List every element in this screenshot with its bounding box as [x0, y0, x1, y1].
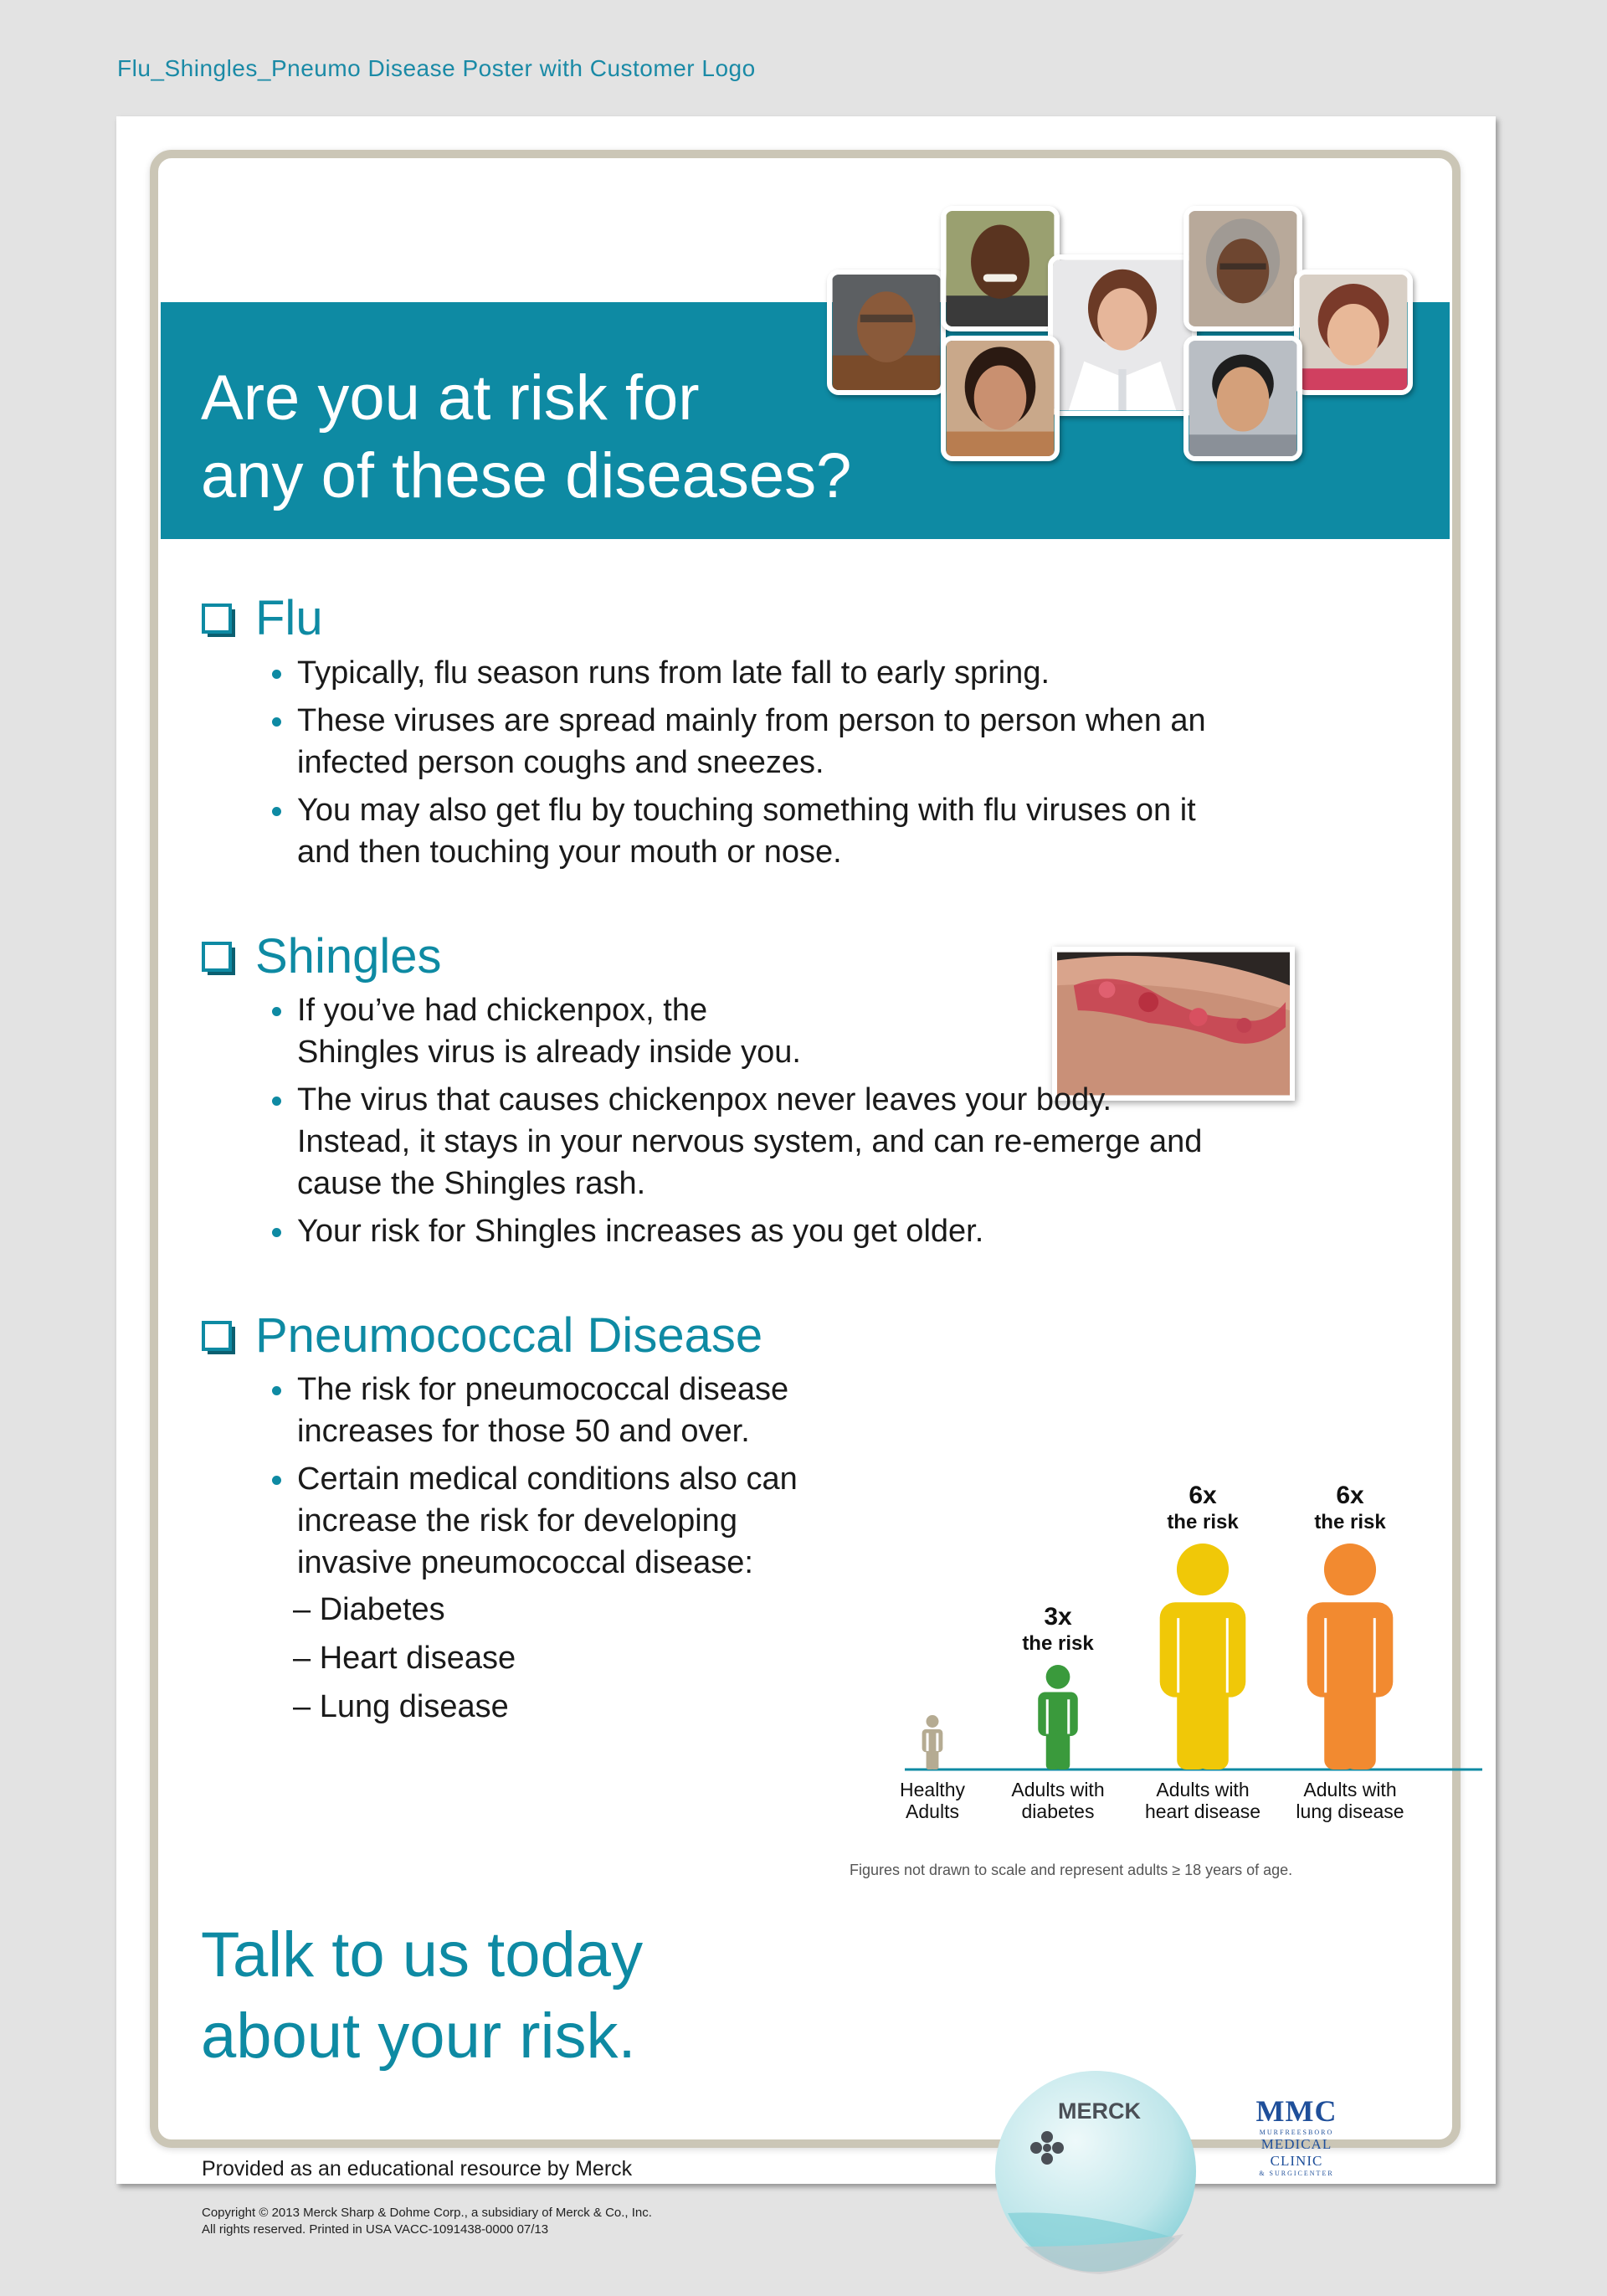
list-item: If you’ve had chickenpox, the Shingles virus is already inside you.: [267, 989, 1372, 1073]
shingles-title-text: Shingles: [255, 929, 442, 984]
merck-wordmark: MERCK: [1058, 2098, 1141, 2124]
pneumo-section-title: [202, 1307, 762, 1364]
list-item: The virus that causes chickenpox never leaves your body. Instead, it stays in your nervous system, and can re-emerge and cause the Shingles rash.: [267, 1079, 1372, 1205]
list-item: Certain medical conditions also can increase the risk for developing invasive pneumococcal disease:: [267, 1458, 845, 1584]
photo-man-laughing: [941, 206, 1060, 331]
category-label: Adults with: [1011, 1779, 1105, 1800]
cta-line1: Talk to us today: [201, 1919, 644, 1990]
flu-section-title: [202, 590, 323, 646]
person-figure-1: [922, 1715, 943, 1770]
copyright-line2: All rights reserved. Printed in USA VACC-1091438-0000 07/13: [202, 2222, 549, 2237]
category-label: Adults with: [1156, 1779, 1250, 1800]
risk-multiplier-label: 6x: [1336, 1482, 1364, 1509]
call-to-action: [201, 1914, 643, 2077]
photo-woman-gray-hair: [1183, 206, 1302, 331]
list-item: You may also get flu by touching something with flu viruses on it and then touching your mouth or nose.: [267, 789, 1389, 873]
photo-man-asian: [1183, 336, 1302, 461]
person-figure-3: [1160, 1544, 1246, 1770]
checkbox-icon[interactable]: [202, 604, 235, 637]
list-item: These viruses are spread mainly from person to person when an infected person coughs and sneezes.: [267, 700, 1389, 783]
list-item: – Lung disease: [293, 1689, 509, 1724]
photo-man-glasses-smile: [827, 270, 946, 395]
checkbox-icon[interactable]: [202, 1321, 235, 1354]
condition-list: [293, 1585, 516, 1731]
person-figure-2: [1038, 1665, 1078, 1770]
copyright-line1: Copyright © 2013 Merck Sharp & Dohme Corp., a subsidiary of Merck & Co., Inc.: [202, 2206, 652, 2220]
mmc-sub: & SURGICENTER: [1259, 2170, 1334, 2177]
provided-by-text: Provided as an educational resource by Merck: [202, 2157, 633, 2180]
shingles-section-title: [202, 928, 441, 984]
cta-line2: about your risk.: [201, 2001, 636, 2072]
poster-sheet: [116, 116, 1496, 2237]
risk-multiplier-label: 3x: [1044, 1603, 1072, 1631]
banner-title-line2: any of these diseases?: [201, 440, 852, 511]
photo-woman-smiling: [941, 336, 1060, 461]
flu-title-text: Flu: [255, 591, 323, 645]
mmc-logo: [1234, 2093, 1359, 2177]
list-item: Your risk for Shingles increases as you get older.: [267, 1210, 1372, 1252]
category-label: Healthy: [900, 1779, 965, 1800]
category-label: Adults: [906, 1800, 959, 1822]
pneumo-title-text: Pneumococcal Disease: [255, 1308, 763, 1363]
person-figure-4: [1307, 1544, 1394, 1770]
category-label: diabetes: [1021, 1800, 1095, 1822]
category-label: Adults with: [1303, 1779, 1397, 1800]
risk-chart: [786, 1338, 1506, 1857]
mmc-city: MURFREESBORO: [1259, 2129, 1334, 2136]
pneumo-bullet-list: [267, 1369, 845, 1590]
chart-footnote: Figures not drawn to scale and represent adults ≥ 18 years of age.: [850, 1862, 1293, 1878]
flu-bullet-list: [267, 652, 1389, 879]
banner-title-line1: Are you at risk for: [201, 362, 700, 434]
risk-sub-label: the risk: [1022, 1632, 1094, 1655]
category-label: heart disease: [1144, 1800, 1261, 1822]
list-item: – Heart disease: [293, 1641, 516, 1676]
checkbox-icon[interactable]: [202, 942, 235, 975]
list-item: Typically, flu season runs from late fall to early spring.: [267, 652, 1389, 694]
category-label: lung disease: [1296, 1800, 1404, 1822]
risk-multiplier-label: 6x: [1189, 1482, 1217, 1509]
copyright-text: [202, 2205, 652, 2238]
mmc-name: MEDICAL CLINIC: [1260, 2136, 1332, 2169]
list-item: The risk for pneumococcal disease increases for those 50 and over.: [267, 1369, 845, 1452]
risk-sub-label: the risk: [1167, 1511, 1239, 1533]
mmc-mark: MMC: [1255, 2094, 1337, 2128]
list-item: – Diabetes: [293, 1592, 445, 1627]
photo-woman-short-hair: [1294, 270, 1413, 395]
document-label: Flu_Shingles_Pneumo Disease Poster with Customer Logo: [117, 55, 756, 81]
photo-woman-doctor: [1048, 254, 1197, 416]
risk-sub-label: the risk: [1314, 1511, 1386, 1533]
shingles-bullet-list: [267, 989, 1372, 1258]
